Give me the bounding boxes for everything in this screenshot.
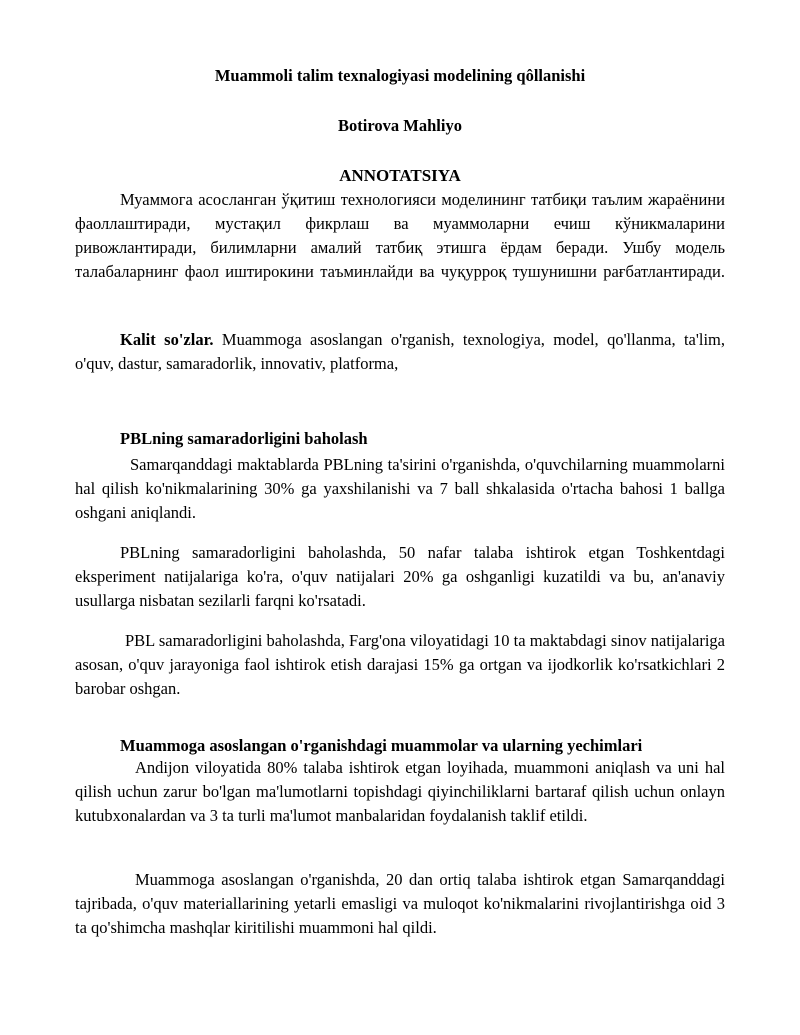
section-paragraph: Andijon viloyatida 80% talaba ishtirok etgan loyihada, muammoni aniqlash va uni hal qilish uchun zarur bo'lgan ma'lumotlarni topishdagi qiyinchiliklarni bartaraf qilish uchun onlayn kutubxonalardan va 3 ta turli ma'lumot manbalaridan foydalanish taklif etildi. — [75, 758, 725, 825]
section-heading-pbl-problems: Muammoga asoslangan o'rganishdagi muammolar va ularning yechimlari — [120, 736, 643, 755]
document-title: Muammoli talim texnalogiyasi modelining qôllanishi — [214, 66, 586, 85]
keywords-paragraph — [75, 328, 725, 376]
section-paragraph: Muammoga asoslangan o'rganishda, 20 dan ortiq talaba ishtirok etgan Samarqanddagi tajribada, o'quv materiallarining yetarli emasligi va muloqot ko'nikmalarini rivojlantirishga oid 3 ta qo'shimcha mashqlar kiritilishi muammoni hal qildi. — [75, 870, 725, 937]
section-paragraph: Samarqanddagi maktablarda PBLning ta'sirini o'rganishda, o'quvchilarning muammolarni hal qilish ko'nikmalarining 30% ga yaxshilanishi va 7 ball shkalasida o'rtacha bahosi 1 ballga oshgani aniqlandi. — [75, 455, 725, 522]
section-heading-pbl-evaluation: PBLning samaradorligini baholash — [120, 429, 368, 448]
annotation-heading: ANNOTATSIYA — [339, 166, 461, 185]
section-paragraph: PBLning samaradorligini baholashda, 50 nafar talaba ishtirok etgan Toshkentdagi eksperiment natijalariga ko'ra, o'quv natijalari 20% ga oshganligi kuzatildi va bu, an'anaviy usullarga nisbatan sezilarli farqni ko'rsatadi. — [75, 543, 725, 610]
author-name: Botirova Mahliyo — [338, 116, 462, 135]
keywords-label: Kalit so'zlar. — [120, 330, 214, 349]
annotation-paragraph: Муаммога асосланган ўқитиш технологияси моделининг татбиқи таълим жараёнини фаоллаштиради, мустақил фикрлаш ва муаммоларни ечиш кўникмаларини ривожлантиради, билимларни амалий татбиқ этишга ёрдам беради. Ушбу модель талабаларнинг фаол иштирокини таъминлайди ва чуқурроқ тушунишни рағбатлантиради. — [75, 190, 725, 281]
keywords-text: Muammoga asoslangan o'rganish, texnologiya, model, qo'llanma, ta'lim, o'quv, dastur, samaradorlik, innovativ, platforma, — [75, 330, 725, 373]
section-paragraph: PBL samaradorligini baholashda, Farg'ona viloyatidagi 10 ta maktabdagi sinov natijalariga asosan, o'quv jarayoniga faol ishtirok etish darajasi 15% ga ortgan va ijodkorlik ko'rsatkichlari 2 barobar oshgan. — [75, 631, 725, 698]
